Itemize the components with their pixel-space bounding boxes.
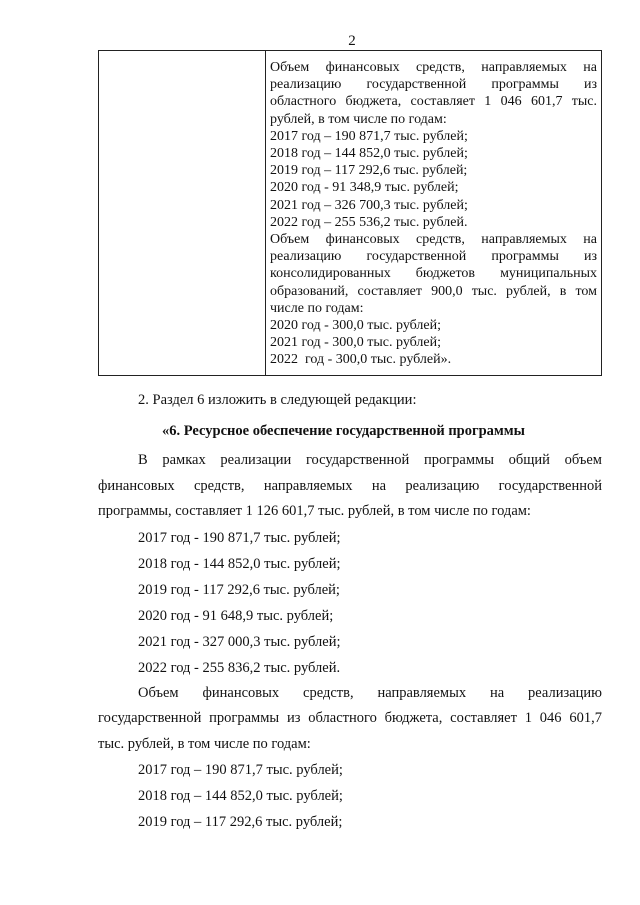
table-year-line: 2019 год – 117 292,6 тыс. рублей; — [270, 163, 468, 179]
table-year-line: 2021 год – 326 700,3 тыс. рублей; — [270, 197, 468, 213]
body-paragraph-line: тыс. рублей, в том числе по годам: — [98, 735, 311, 752]
table-text-line: областного бюджета, составляет 1 046 601,7 тыс. — [270, 94, 597, 110]
table-text-line: Объем финансовых средств, направляемых на — [270, 60, 597, 75]
body-year-line: 2017 год – 190 871,7 тыс. рублей; — [138, 762, 343, 778]
table-text-line: рублей, в том числе по годам: — [270, 111, 447, 127]
body-paragraph-line: финансовых средств, направляемых на реализацию государственной — [98, 477, 602, 494]
body-year-line: 2018 год – 144 852,0 тыс. рублей; — [138, 788, 343, 804]
body-year-line: 2018 год - 144 852,0 тыс. рублей; — [138, 555, 341, 572]
table-text-line: консолидированных бюджетов муниципальных — [270, 266, 597, 282]
body-paragraph-line: В рамках реализации государственной программы общий объем — [138, 452, 602, 468]
table-year-line: 2020 год - 91 348,9 тыс. рублей; — [270, 180, 459, 196]
body-year-line: 2019 год - 117 292,6 тыс. рублей; — [138, 581, 340, 598]
table-text-line: реализацию государственной программы из — [270, 249, 597, 265]
table-year-line: 2020 год - 300,0 тыс. рублей; — [270, 318, 442, 334]
table-text-line: реализацию государственной программы из — [270, 77, 597, 93]
section-body — [98, 448, 602, 835]
body-paragraph-line: Объем финансовых средств, направляемых на реализацию — [138, 684, 602, 701]
table-left-cell — [99, 51, 266, 375]
table-year-line: 2017 год – 190 871,7 тыс. рублей; — [270, 128, 468, 144]
body-year-line: 2017 год - 190 871,7 тыс. рублей; — [138, 529, 341, 546]
program-table — [98, 50, 602, 376]
table-right-cell — [266, 51, 601, 375]
body-paragraph-line: программы, составляет 1 126 601,7 тыс. рублей, в том числе по годам: — [98, 503, 531, 519]
table-text-line: Объем финансовых средств, направляемых на — [270, 232, 597, 248]
page-number: 2 — [348, 33, 356, 49]
table-text-line: образований, составляет 900,0 тыс. рублей, в том — [270, 283, 597, 299]
body-year-line: 2021 год - 327 000,3 тыс. рублей; — [138, 633, 341, 650]
table-year-line: 2018 год – 144 852,0 тыс. рублей; — [270, 146, 468, 162]
body-paragraph-line: государственной программы из областного бюджета, составляет 1 046 601,7 — [98, 710, 602, 726]
table-year-line: 2022 год – 255 536,2 тыс. рублей. — [270, 214, 468, 230]
item-2-text: 2. Раздел 6 изложить в следующей редакции: — [138, 392, 417, 408]
table-year-line: 2021 год - 300,0 тыс. рублей; — [270, 335, 442, 351]
table-year-line: 2022 год - 300,0 тыс. рублей». — [270, 352, 452, 368]
section-title: «6. Ресурсное обеспечение государственной программы — [162, 423, 525, 439]
body-year-line: 2019 год – 117 292,6 тыс. рублей; — [138, 814, 343, 830]
body-year-line: 2020 год - 91 648,9 тыс. рублей; — [138, 607, 334, 624]
body-year-line: 2022 год - 255 836,2 тыс. рублей. — [138, 659, 341, 676]
table-text-line: числе по годам: — [270, 300, 364, 316]
